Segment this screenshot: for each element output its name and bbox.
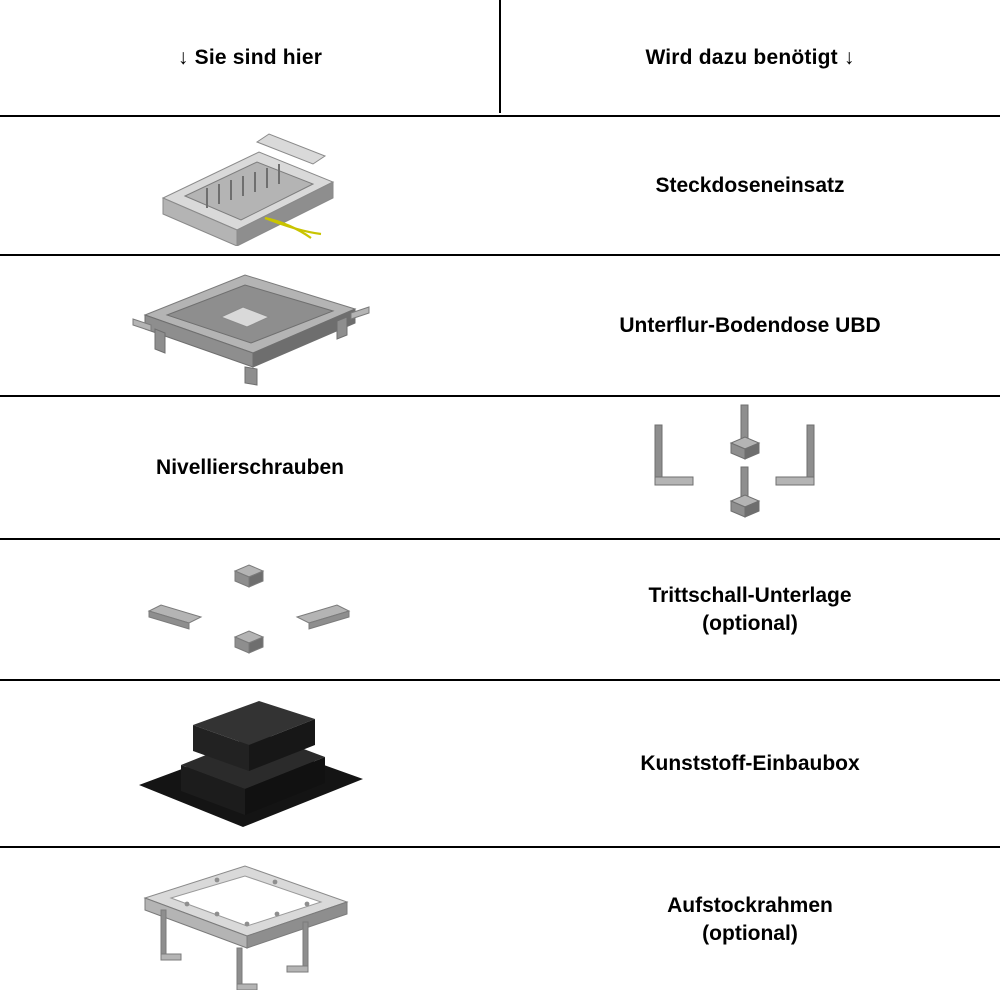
plastic-box-icon — [125, 689, 375, 839]
row-3-label-cell — [0, 397, 500, 538]
table-row — [0, 117, 1000, 254]
part-label-text: Unterflur-Bodendose UBD — [619, 313, 881, 337]
part-label-text: Nivellierschrauben — [156, 455, 344, 479]
socket-insert-icon — [145, 126, 355, 246]
part-label-text: Aufstockrahmen — [667, 893, 833, 917]
part-label — [667, 892, 833, 947]
table-row — [0, 681, 1000, 846]
part-label-text: Kunststoff-Einbaubox — [640, 751, 860, 775]
part-label — [640, 750, 859, 778]
row-5-label-cell — [500, 681, 1000, 846]
row-6-art-cell — [0, 848, 500, 991]
row-1-art-cell — [0, 117, 500, 254]
row-2-art-cell — [0, 256, 500, 395]
riser-frame-icon — [125, 850, 375, 990]
plastic-box-illustration — [0, 681, 500, 846]
socket-insert-illustration — [0, 117, 500, 254]
leveling-screws-icon — [635, 403, 865, 533]
impact-sound-pads-illustration — [0, 540, 500, 679]
part-label — [619, 312, 880, 340]
table-row — [0, 540, 1000, 679]
row-1-label-cell — [500, 117, 1000, 254]
floor-box-icon — [125, 263, 375, 388]
row-4-art-cell — [0, 540, 500, 679]
impact-sound-pads-icon — [135, 555, 365, 665]
part-label-sublabel: (optional) — [702, 611, 798, 635]
part-label — [156, 454, 344, 482]
header-left-label: ↓ Sie sind hier — [177, 45, 323, 69]
part-label-text: Trittschall-Unterlage — [648, 583, 852, 607]
part-label — [655, 172, 844, 200]
table-header — [0, 0, 1000, 115]
part-label — [648, 582, 851, 637]
riser-frame-illustration — [0, 848, 500, 991]
header-divider — [499, 0, 501, 113]
header-right-label: Wird dazu benötigt ↓ — [645, 45, 855, 69]
row-6-label-cell — [500, 848, 1000, 991]
row-3-art-cell — [500, 397, 1000, 538]
table-row — [0, 256, 1000, 395]
table-row — [0, 397, 1000, 538]
part-label-sublabel: (optional) — [702, 921, 798, 945]
row-5-art-cell — [0, 681, 500, 846]
floor-box-illustration — [0, 256, 500, 395]
row-4-label-cell — [500, 540, 1000, 679]
row-2-label-cell — [500, 256, 1000, 395]
table-row — [0, 848, 1000, 991]
part-label-text: Steckdoseneinsatz — [655, 173, 845, 197]
leveling-screws-illustration — [500, 397, 1000, 538]
